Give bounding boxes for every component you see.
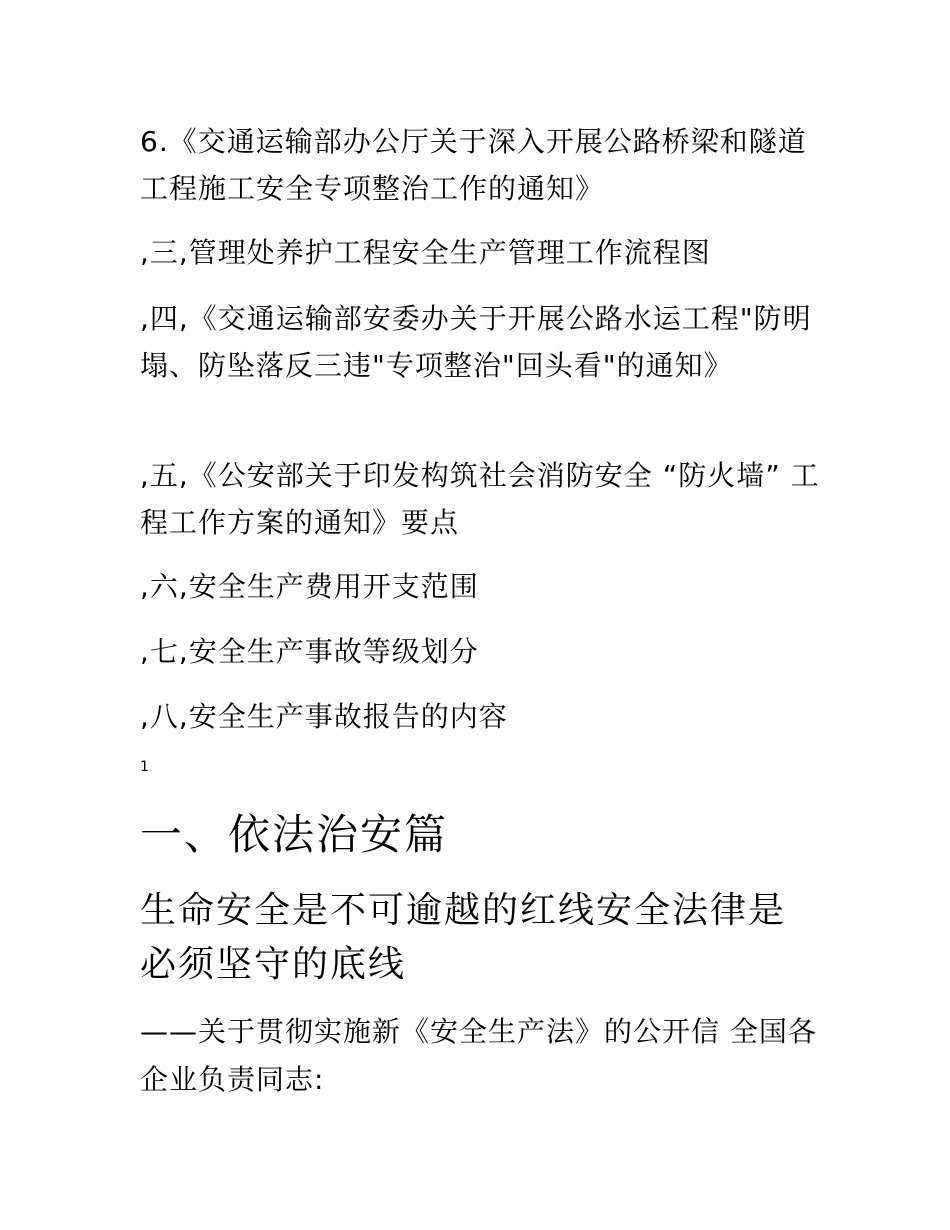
toc-item-5: ,五,《公安部关于印发构筑社会消防安全 “防火墙” 工程工作方案的通知》要点: [140, 459, 820, 539]
toc-item-6: 6.《交通运输部办公厅关于深入开展公路桥梁和隧道工程施工安全专项整治工作的通知》: [140, 125, 807, 205]
toc-item-7: ,七,安全生产事故等级划分: [140, 635, 479, 668]
sub-heading: 生命安全是不可逾越的红线安全法律是必须坚守的底线: [140, 890, 787, 985]
toc-item-6-cost: ,六,安全生产费用开支范围: [140, 570, 479, 603]
toc-item-4: ,四,《交通运输部安委办关于开展公路水运工程"防明塌、防坠落反三违"专项整治"回头看"的通知》: [140, 302, 812, 382]
section-heading: 一、依法治安篇: [140, 810, 449, 859]
toc-item-8: ,八,安全生产事故报告的内容: [140, 700, 508, 733]
page-number: 1: [140, 759, 149, 775]
toc-item-3: ,三,管理处养护工程安全生产管理工作流程图: [140, 236, 711, 269]
letter-intro: ——关于贯彻实施新《安全生产法》的公开信 全国各企业负责同志:: [140, 1015, 817, 1096]
